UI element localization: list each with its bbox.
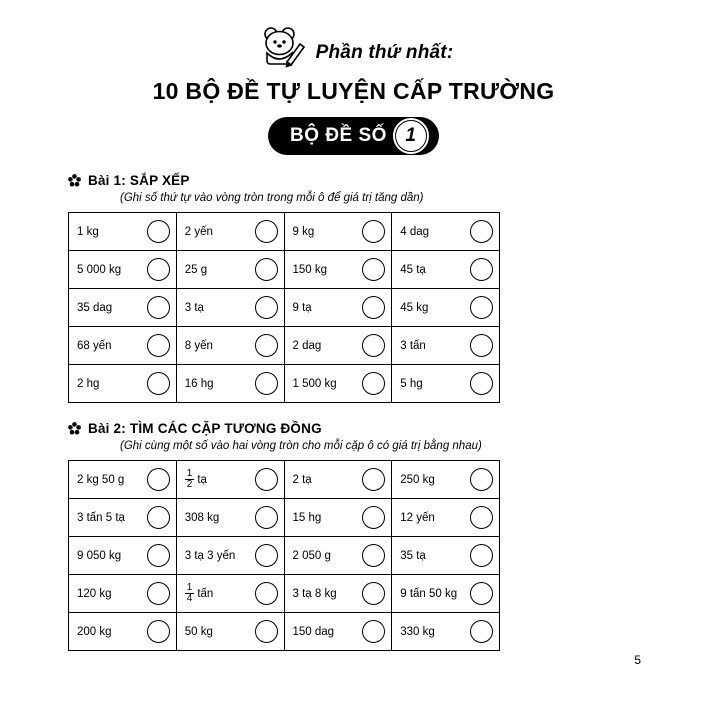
fraction-numerator: 1 <box>186 467 193 479</box>
answer-circle[interactable] <box>255 220 278 243</box>
grid-cell[interactable] <box>392 537 500 575</box>
table-row <box>69 537 500 575</box>
cell-label: 330 kg <box>400 625 435 638</box>
grid-cell[interactable] <box>284 327 392 365</box>
cell-label: 9 tạ <box>292 301 312 314</box>
grid-cell[interactable] <box>176 613 284 651</box>
answer-circle[interactable] <box>470 468 493 491</box>
grid-cell[interactable] <box>69 213 177 251</box>
page-title-line-2: 10 BỘ ĐỀ TỰ LUYỆN CẤP TRƯỜNG <box>152 78 555 104</box>
cell-label: 3 tấn 5 tạ <box>77 511 125 524</box>
badge-number: 1 <box>396 121 426 151</box>
answer-circle[interactable] <box>470 372 493 395</box>
answer-circle[interactable] <box>255 506 278 529</box>
cell-label: 68 yến <box>77 339 112 352</box>
exercise-1 <box>0 173 707 403</box>
answer-circle[interactable] <box>147 468 170 491</box>
exercise-2 <box>0 421 707 651</box>
answer-circle[interactable] <box>255 582 278 605</box>
answer-circle[interactable] <box>255 296 278 319</box>
exercise-1-subtitle: (Ghi số thứ tự vào vòng tròn trong mỗi ô để giá trị tăng dần) <box>120 192 424 204</box>
cell-label: 50 kg <box>184 625 213 638</box>
answer-circle[interactable] <box>362 506 385 529</box>
answer-circle[interactable] <box>470 258 493 281</box>
cell-label: 9 tấn 50 kg <box>400 587 458 600</box>
answer-circle[interactable] <box>470 334 493 357</box>
answer-circle[interactable] <box>362 334 385 357</box>
grid-cell[interactable] <box>176 289 284 327</box>
cell-label: 35 dag <box>77 301 113 314</box>
grid-cell[interactable] <box>69 537 177 575</box>
table-row <box>69 327 500 365</box>
page-title-line-1: Phần thứ nhất: <box>315 42 454 63</box>
cell-label: 2 050 g <box>292 549 331 562</box>
grid-cell[interactable] <box>392 213 500 251</box>
answer-circle[interactable] <box>470 582 493 605</box>
page-number: 5 <box>634 653 641 667</box>
answer-circle[interactable] <box>362 220 385 243</box>
grid-cell[interactable] <box>284 365 392 403</box>
exercise-1-grid <box>68 212 500 403</box>
cell-label: 9 kg <box>292 225 315 238</box>
fraction-denominator: 4 <box>186 593 193 604</box>
cell-label: 200 kg <box>77 625 112 638</box>
cell-label: 150 kg <box>292 263 328 276</box>
cell-label: 150 dag <box>292 625 335 638</box>
grid-cell[interactable] <box>69 251 177 289</box>
grid-cell[interactable] <box>69 613 177 651</box>
table-row <box>69 575 500 613</box>
cell-label: 1 500 kg <box>292 377 337 390</box>
fraction-unit: tạ <box>197 473 207 486</box>
answer-circle[interactable] <box>255 372 278 395</box>
exercise-2-title: Bài 2: TÌM CÁC CẶP TƯƠNG ĐỒNG <box>88 421 322 436</box>
cell-label: 2 tạ <box>292 473 312 486</box>
table-row <box>69 251 500 289</box>
fraction-denominator: 2 <box>186 479 193 490</box>
exercise-2-grid <box>68 460 500 651</box>
cell-label-fraction <box>185 583 214 605</box>
cell-label: 45 kg <box>400 301 429 314</box>
grid-cell[interactable] <box>284 251 392 289</box>
grid-cell[interactable] <box>392 327 500 365</box>
fraction-numerator: 1 <box>186 581 193 593</box>
grid-cell[interactable] <box>176 327 284 365</box>
grid-cell[interactable] <box>69 461 177 499</box>
answer-circle[interactable] <box>147 620 170 643</box>
fraction <box>185 583 195 605</box>
grid-cell[interactable] <box>176 537 284 575</box>
cell-label: 5 hg <box>400 377 423 390</box>
grid-cell[interactable] <box>392 251 500 289</box>
exercise-2-subtitle: (Ghi cùng một số vào hai vòng tròn cho mỗi cặp ô có giá trị bằng nhau) <box>120 440 482 452</box>
cell-label: 3 tấn <box>400 339 426 352</box>
answer-circle[interactable] <box>255 258 278 281</box>
answer-circle[interactable] <box>147 220 170 243</box>
answer-circle[interactable] <box>147 582 170 605</box>
grid-cell[interactable] <box>392 289 500 327</box>
grid-cell[interactable] <box>392 499 500 537</box>
cell-label: 3 tạ 8 kg <box>292 587 337 600</box>
page-header <box>0 0 707 155</box>
answer-circle[interactable] <box>470 296 493 319</box>
grid-cell[interactable] <box>284 289 392 327</box>
grid-cell[interactable] <box>176 251 284 289</box>
answer-circle[interactable] <box>147 296 170 319</box>
answer-circle[interactable] <box>255 544 278 567</box>
table-row <box>69 365 500 403</box>
table-row <box>69 499 500 537</box>
grid-cell[interactable] <box>392 461 500 499</box>
cell-label: 3 tạ <box>184 301 204 314</box>
grid-cell[interactable] <box>69 499 177 537</box>
cell-label: 35 tạ <box>400 549 426 562</box>
header-title-row <box>0 22 707 68</box>
grid-cell[interactable] <box>284 213 392 251</box>
answer-circle[interactable] <box>470 220 493 243</box>
cell-label: 2 dag <box>292 339 322 352</box>
grid-cell[interactable] <box>284 613 392 651</box>
answer-circle[interactable] <box>470 620 493 643</box>
exam-set-badge-wrap <box>0 117 707 155</box>
cell-label: 8 yến <box>184 339 213 352</box>
exercise-2-heading-row <box>68 421 647 436</box>
grid-cell[interactable] <box>392 365 500 403</box>
cell-label: 4 dag <box>400 225 430 238</box>
cell-label: 3 tạ 3 yến <box>184 549 236 562</box>
cell-label: 16 hg <box>184 377 214 390</box>
grid-cell[interactable] <box>69 289 177 327</box>
fraction <box>185 469 195 491</box>
answer-circle[interactable] <box>255 334 278 357</box>
answer-circle[interactable] <box>470 544 493 567</box>
cell-label: 25 g <box>184 263 208 276</box>
cell-label: 12 yến <box>400 511 435 524</box>
answer-circle[interactable] <box>147 506 170 529</box>
cell-label: 250 kg <box>400 473 435 486</box>
answer-circle[interactable] <box>362 544 385 567</box>
cell-label: 1 kg <box>77 225 99 238</box>
status-badge <box>268 117 439 155</box>
grid-cell[interactable] <box>176 461 284 499</box>
grid-cell[interactable] <box>392 575 500 613</box>
grid-cell[interactable] <box>176 213 284 251</box>
grid-cell[interactable] <box>176 365 284 403</box>
grid-cell[interactable] <box>69 327 177 365</box>
answer-circle[interactable] <box>147 258 170 281</box>
cell-label: 15 hg <box>292 511 322 524</box>
grid-cell[interactable] <box>284 537 392 575</box>
fraction-unit: tấn <box>197 587 214 600</box>
cell-label-fraction <box>185 469 207 491</box>
bear-with-pencil-icon <box>254 22 308 68</box>
cell-label: 308 kg <box>184 511 220 524</box>
answer-circle[interactable] <box>255 620 278 643</box>
grid-cell[interactable] <box>284 461 392 499</box>
answer-circle[interactable] <box>147 372 170 395</box>
answer-circle[interactable] <box>362 620 385 643</box>
table-row <box>69 461 500 499</box>
cell-label: 45 tạ <box>400 263 426 276</box>
answer-circle[interactable] <box>255 468 278 491</box>
answer-circle[interactable] <box>147 334 170 357</box>
cell-label: 2 kg 50 g <box>77 473 125 486</box>
flower-bullet-icon <box>68 422 81 435</box>
answer-circle[interactable] <box>362 296 385 319</box>
cell-label: 120 kg <box>77 587 112 600</box>
cell-label: 2 hg <box>77 377 100 390</box>
table-row <box>69 289 500 327</box>
badge-label: BỘ ĐỀ SỐ <box>290 125 387 146</box>
answer-circle[interactable] <box>362 372 385 395</box>
flower-bullet-icon <box>68 174 81 187</box>
table-row <box>69 613 500 651</box>
grid-cell[interactable] <box>69 365 177 403</box>
answer-circle[interactable] <box>470 506 493 529</box>
answer-circle[interactable] <box>362 468 385 491</box>
grid-cell[interactable] <box>176 499 284 537</box>
cell-label: 2 yến <box>184 225 213 238</box>
answer-circle[interactable] <box>362 258 385 281</box>
grid-cell[interactable] <box>392 613 500 651</box>
exercise-1-heading-row <box>68 173 647 188</box>
grid-cell[interactable] <box>284 575 392 613</box>
cell-label: 5 000 kg <box>77 263 122 276</box>
grid-cell[interactable] <box>69 575 177 613</box>
answer-circle[interactable] <box>147 544 170 567</box>
cell-label: 9 050 kg <box>77 549 122 562</box>
table-row <box>69 213 500 251</box>
exercise-1-title: Bài 1: SẮP XẾP <box>88 173 190 188</box>
grid-cell[interactable] <box>284 499 392 537</box>
answer-circle[interactable] <box>362 582 385 605</box>
grid-cell[interactable] <box>176 575 284 613</box>
